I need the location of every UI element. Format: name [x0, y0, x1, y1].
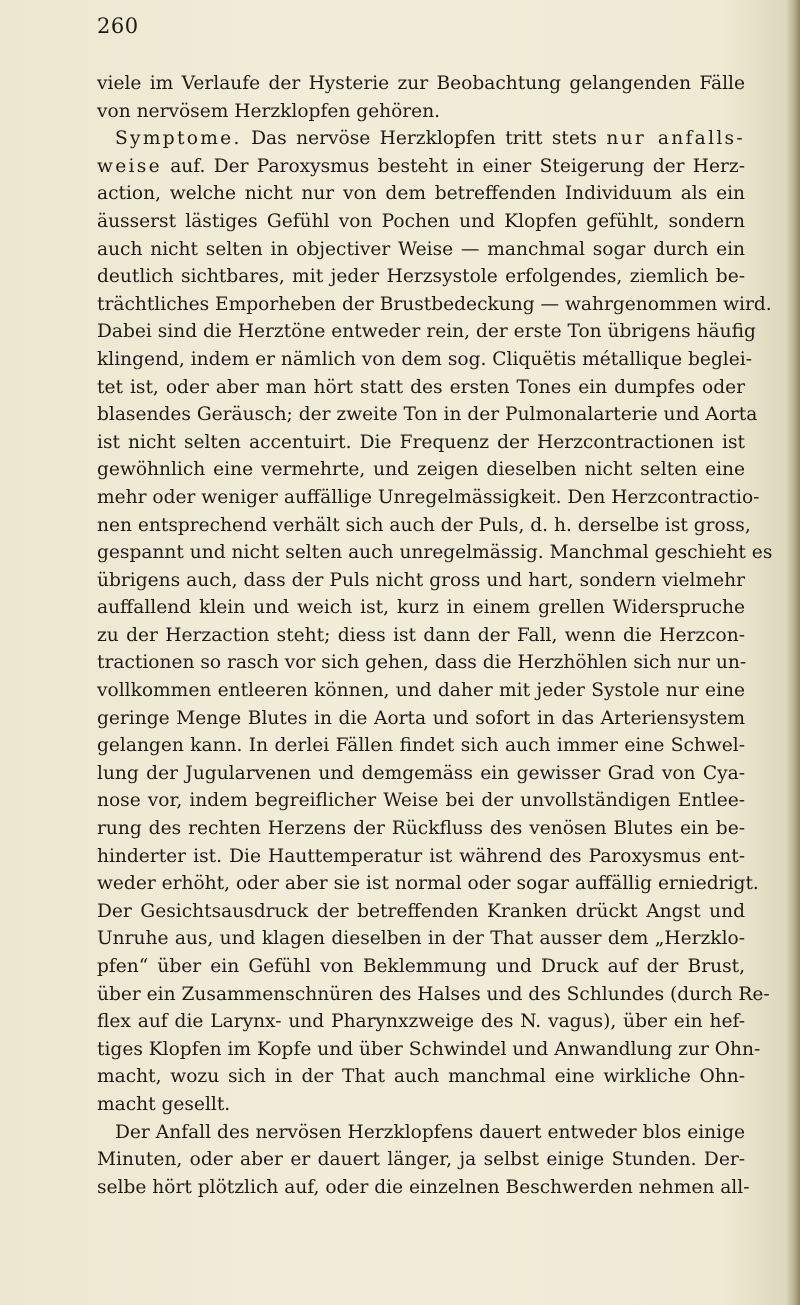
text-line: übrigens auch, dass der Puls nicht gross und hart, sondern vielmehr: [97, 569, 745, 591]
text-line: tiges Klopfen im Kopfe und über Schwindel und Anwandlung zur Ohn-: [97, 1038, 761, 1060]
text-line: tet ist, oder aber man hört statt des ersten Tones ein dumpfes oder: [97, 376, 745, 398]
text-line: macht gesellt.: [97, 1093, 231, 1115]
text-line: über ein Zusammenschnüren des Halses und des Schlundes (durch Re-: [97, 983, 770, 1005]
text-line: vollkommen entleeren können, und daher mit jeder Systole nur eine: [97, 680, 745, 702]
text-line: trächtliches Emporheben der Brustbedeckung — wahrgenommen wird.: [97, 293, 772, 315]
text-line: äusserst lästiges Gefühl von Pochen und Klopfen gefühlt, sondern: [97, 210, 745, 232]
text-line: weder erhöht, oder aber sie ist normal oder sogar auffällig erniedrigt.: [97, 873, 759, 895]
text-line: Dabei sind die Herztöne entweder rein, der erste Ton übrigens häufig: [97, 321, 756, 343]
text-line: weise auf. Der Paroxysmus besteht in einer Steigerung der Herz-: [97, 155, 745, 177]
text-line: hinderter ist. Die Hauttemperatur ist während des Paroxysmus ent-: [97, 845, 745, 867]
text-line: nose vor, indem begreiflicher Weise bei der unvollständigen Entlee-: [97, 790, 745, 812]
text-line: Unruhe aus, und klagen dieselben in der That ausser dem „Herzklo-: [97, 928, 745, 950]
text-line: zu der Herzaction steht; diess ist dann der Fall, wenn die Herzcon-: [97, 624, 745, 646]
text-line: ist nicht selten accentuirt. Die Frequenz der Herzcontractionen ist: [97, 431, 745, 453]
text-line: blasendes Geräusch; der zweite Ton in der Pulmonalarterie und Aorta: [97, 404, 758, 426]
text-line: auffallend klein und weich ist, kurz in einem grellen Widerspruche: [97, 597, 745, 619]
text-line: rung des rechten Herzens der Rückfluss des venösen Blutes ein be-: [97, 818, 745, 840]
text-line: Symptome. Das nervöse Herzklopfen tritt stets nur anfalls-: [115, 128, 745, 150]
text-line: klingend, indem er nämlich von dem sog. Cliquëtis métallique beglei-: [97, 348, 752, 370]
page-edge-shadow: [786, 0, 800, 1305]
text-line: action, welche nicht nur von dem betreffenden Individuum als ein: [97, 183, 745, 205]
text-line: mehr oder weniger auffällige Unregelmässigkeit. Den Herzcontractio-: [97, 486, 760, 508]
text-line: geringe Menge Blutes in die Aorta und sofort in das Arteriensystem: [97, 707, 745, 729]
body-text: [97, 70, 773, 1201]
text-line: gewöhnlich eine vermehrte, und zeigen dieselben nicht selten eine: [97, 459, 745, 481]
text-line: macht, wozu sich in der That auch manchmal eine wirkliche Ohn-: [97, 1066, 745, 1088]
text-line: tractionen so rasch vor sich gehen, dass die Herzhöhlen sich nur un-: [97, 652, 747, 674]
text-line: gelangen kann. In derlei Fällen findet sich auch immer eine Schwel-: [97, 735, 745, 757]
text-line: gespannt und nicht selten auch unregelmässig. Manchmal geschieht es: [97, 542, 773, 564]
text-line: viele im Verlaufe der Hysterie zur Beobachtung gelangenden Fälle: [97, 73, 745, 94]
text-line: nen entsprechend verhält sich auch der Puls, d. h. derselbe ist gross,: [97, 514, 751, 536]
text-line: Minuten, oder aber er dauert länger, ja selbst einige Stunden. Der-: [97, 1149, 745, 1171]
text-line: deutlich sichtbares, mit jeder Herzsystole erfolgendes, ziemlich be-: [97, 266, 745, 288]
text-line: flex auf die Larynx- und Pharynxzweige des N. vagus), über ein hef-: [97, 1011, 745, 1033]
text-line: Der Gesichtsausdruck der betreffenden Kranken drückt Angst und: [97, 900, 745, 922]
text-line: Der Anfall des nervösen Herzklopfens dauert entweder blos einige: [115, 1121, 745, 1143]
text-line: von nervösem Herzklopfen gehören.: [97, 100, 441, 122]
text-line: auch nicht selten in objectiver Weise — manchmal sogar durch ein: [97, 238, 745, 260]
text-line: pfen“ über ein Gefühl von Beklemmung und Druck auf der Brust,: [97, 956, 745, 977]
text-line: selbe hört plötzlich auf, oder die einzelnen Beschwerden nehmen all-: [97, 1176, 750, 1198]
page-number: 260: [97, 14, 139, 38]
text-line: lung der Jugularvenen und demgemäss ein gewisser Grad von Cya-: [97, 762, 745, 784]
